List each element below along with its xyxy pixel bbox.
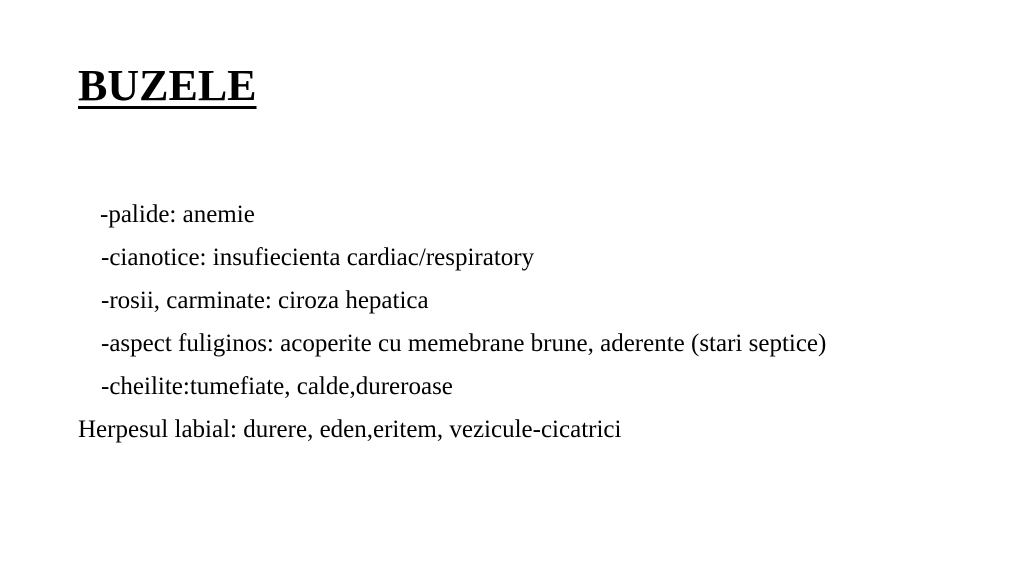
slide-body bbox=[78, 198, 938, 456]
bullet-cianotice: -cianotice: insufiecienta cardiac/respiratory bbox=[101, 244, 535, 271]
bullet-rosii: -rosii, carminate: ciroza hepatica bbox=[101, 287, 429, 314]
bullet-cheilite: -cheilite:tumefiate, calde,dureroase bbox=[101, 373, 453, 400]
slide-title: BUZELE bbox=[78, 61, 257, 110]
bullet-palide: -palide: anemie bbox=[100, 201, 255, 228]
herpesul-labial-line: Herpesul labial: durere, eden,eritem, vezicule-cicatrici bbox=[78, 416, 622, 443]
bullet-aspect-fuliginos: -aspect fuliginos: acoperite cu memebrane brune, aderente (stari septice) bbox=[101, 330, 827, 357]
